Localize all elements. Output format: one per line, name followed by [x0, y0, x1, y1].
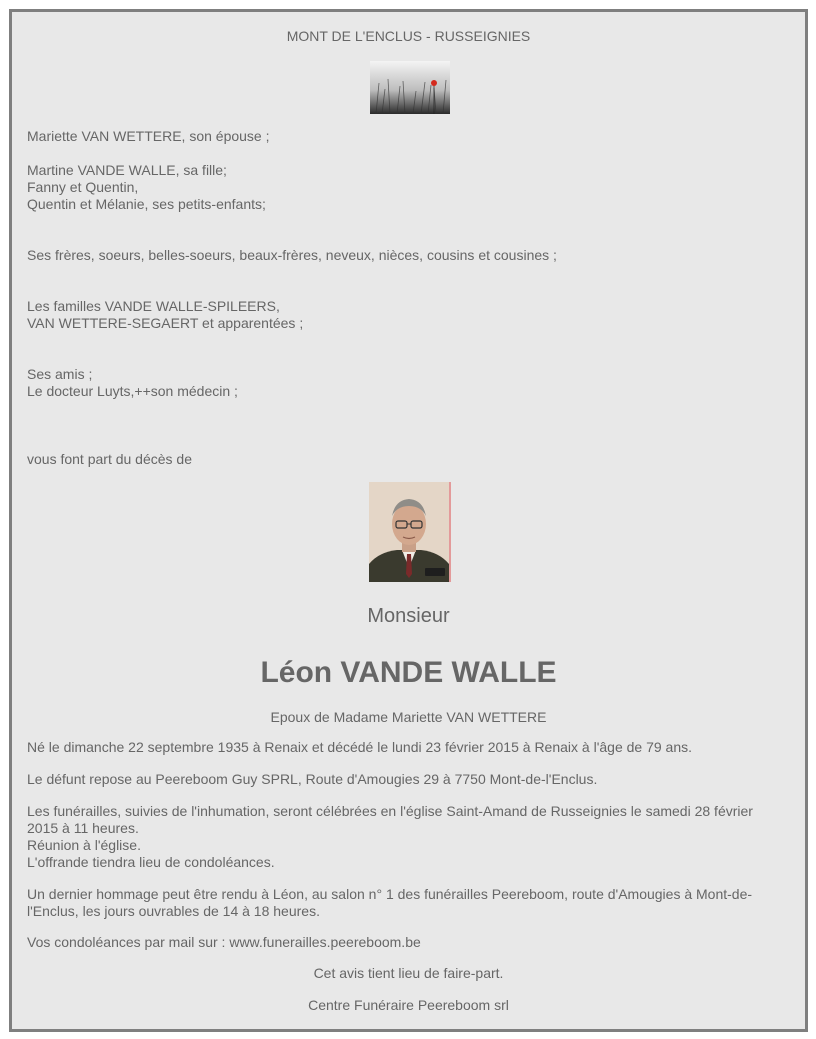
deceased-title: Monsieur — [367, 605, 450, 627]
friends-block — [27, 366, 792, 400]
family-relatives-block — [27, 298, 792, 332]
funeral-block — [27, 803, 792, 871]
portrait-photo — [369, 482, 451, 582]
flower-field-image — [370, 61, 450, 114]
birth-death-info: Né le dimanche 22 septembre 1935 à Renaix et décédé le lundi 23 février 2015 à Renaix à l'âge de 79 ans. — [27, 739, 692, 755]
obituary-frame — [9, 9, 808, 1032]
homage-block — [27, 886, 792, 920]
homage-line-2: l'Enclus, les jours ouvrables de 14 à 18 heures. — [27, 903, 320, 919]
funeral-line-3: Réunion à l'église. — [27, 837, 141, 853]
family-spouse: Mariette VAN WETTERE, son épouse ; — [27, 128, 270, 144]
family-siblings: Ses frères, soeurs, belles-soeurs, beaux-frères, neveux, nièces, cousins et cousines ; — [27, 247, 557, 263]
company-line: Centre Funéraire Peereboom srl — [308, 997, 509, 1013]
announce-line: vous font part du décès de — [27, 451, 192, 467]
condolences-line: Vos condoléances par mail sur : www.funerailles.peereboom.be — [27, 934, 421, 950]
doctor-line: Le docteur Luyts,++son médecin ; — [27, 383, 238, 399]
deceased-name: Léon VANDE WALLE — [260, 656, 557, 689]
family-relatives-1: Les familles VANDE WALLE-SPILEERS, — [27, 298, 280, 314]
family-daughter: Martine VANDE WALLE, sa fille; — [27, 162, 227, 178]
funeral-line-1: Les funérailles, suivies de l'inhumation, seront célébrées en l'église Saint-Amand de Russeignies le samedi 28 février — [27, 803, 753, 819]
notice-line: Cet avis tient lieu de faire-part. — [313, 965, 504, 981]
family-relatives-2: VAN WETTERE-SEGAERT et apparentées ; — [27, 315, 304, 331]
family-grandchildren-1: Fanny et Quentin, — [27, 179, 139, 195]
funeral-line-2: 2015 à 11 heures. — [27, 820, 139, 836]
friends-line: Ses amis ; — [27, 366, 93, 382]
location-header: MONT DE L'ENCLUS - RUSSEIGNIES — [286, 28, 531, 44]
repose-info: Le défunt repose au Peereboom Guy SPRL, Route d'Amougies 29 à 7750 Mont-de-l'Enclus. — [27, 771, 598, 787]
homage-line-1: Un dernier hommage peut être rendu à Léon, au salon n° 1 des funérailles Peereboom, route d'Amougies à Mont-de- — [27, 886, 753, 902]
family-children-block — [27, 162, 792, 213]
funeral-line-4: L'offrande tiendra lieu de condoléances. — [27, 854, 275, 870]
family-grandchildren-2: Quentin et Mélanie, ses petits-enfants; — [27, 196, 266, 212]
deceased-spouse: Epoux de Madame Mariette VAN WETTERE — [270, 709, 547, 725]
